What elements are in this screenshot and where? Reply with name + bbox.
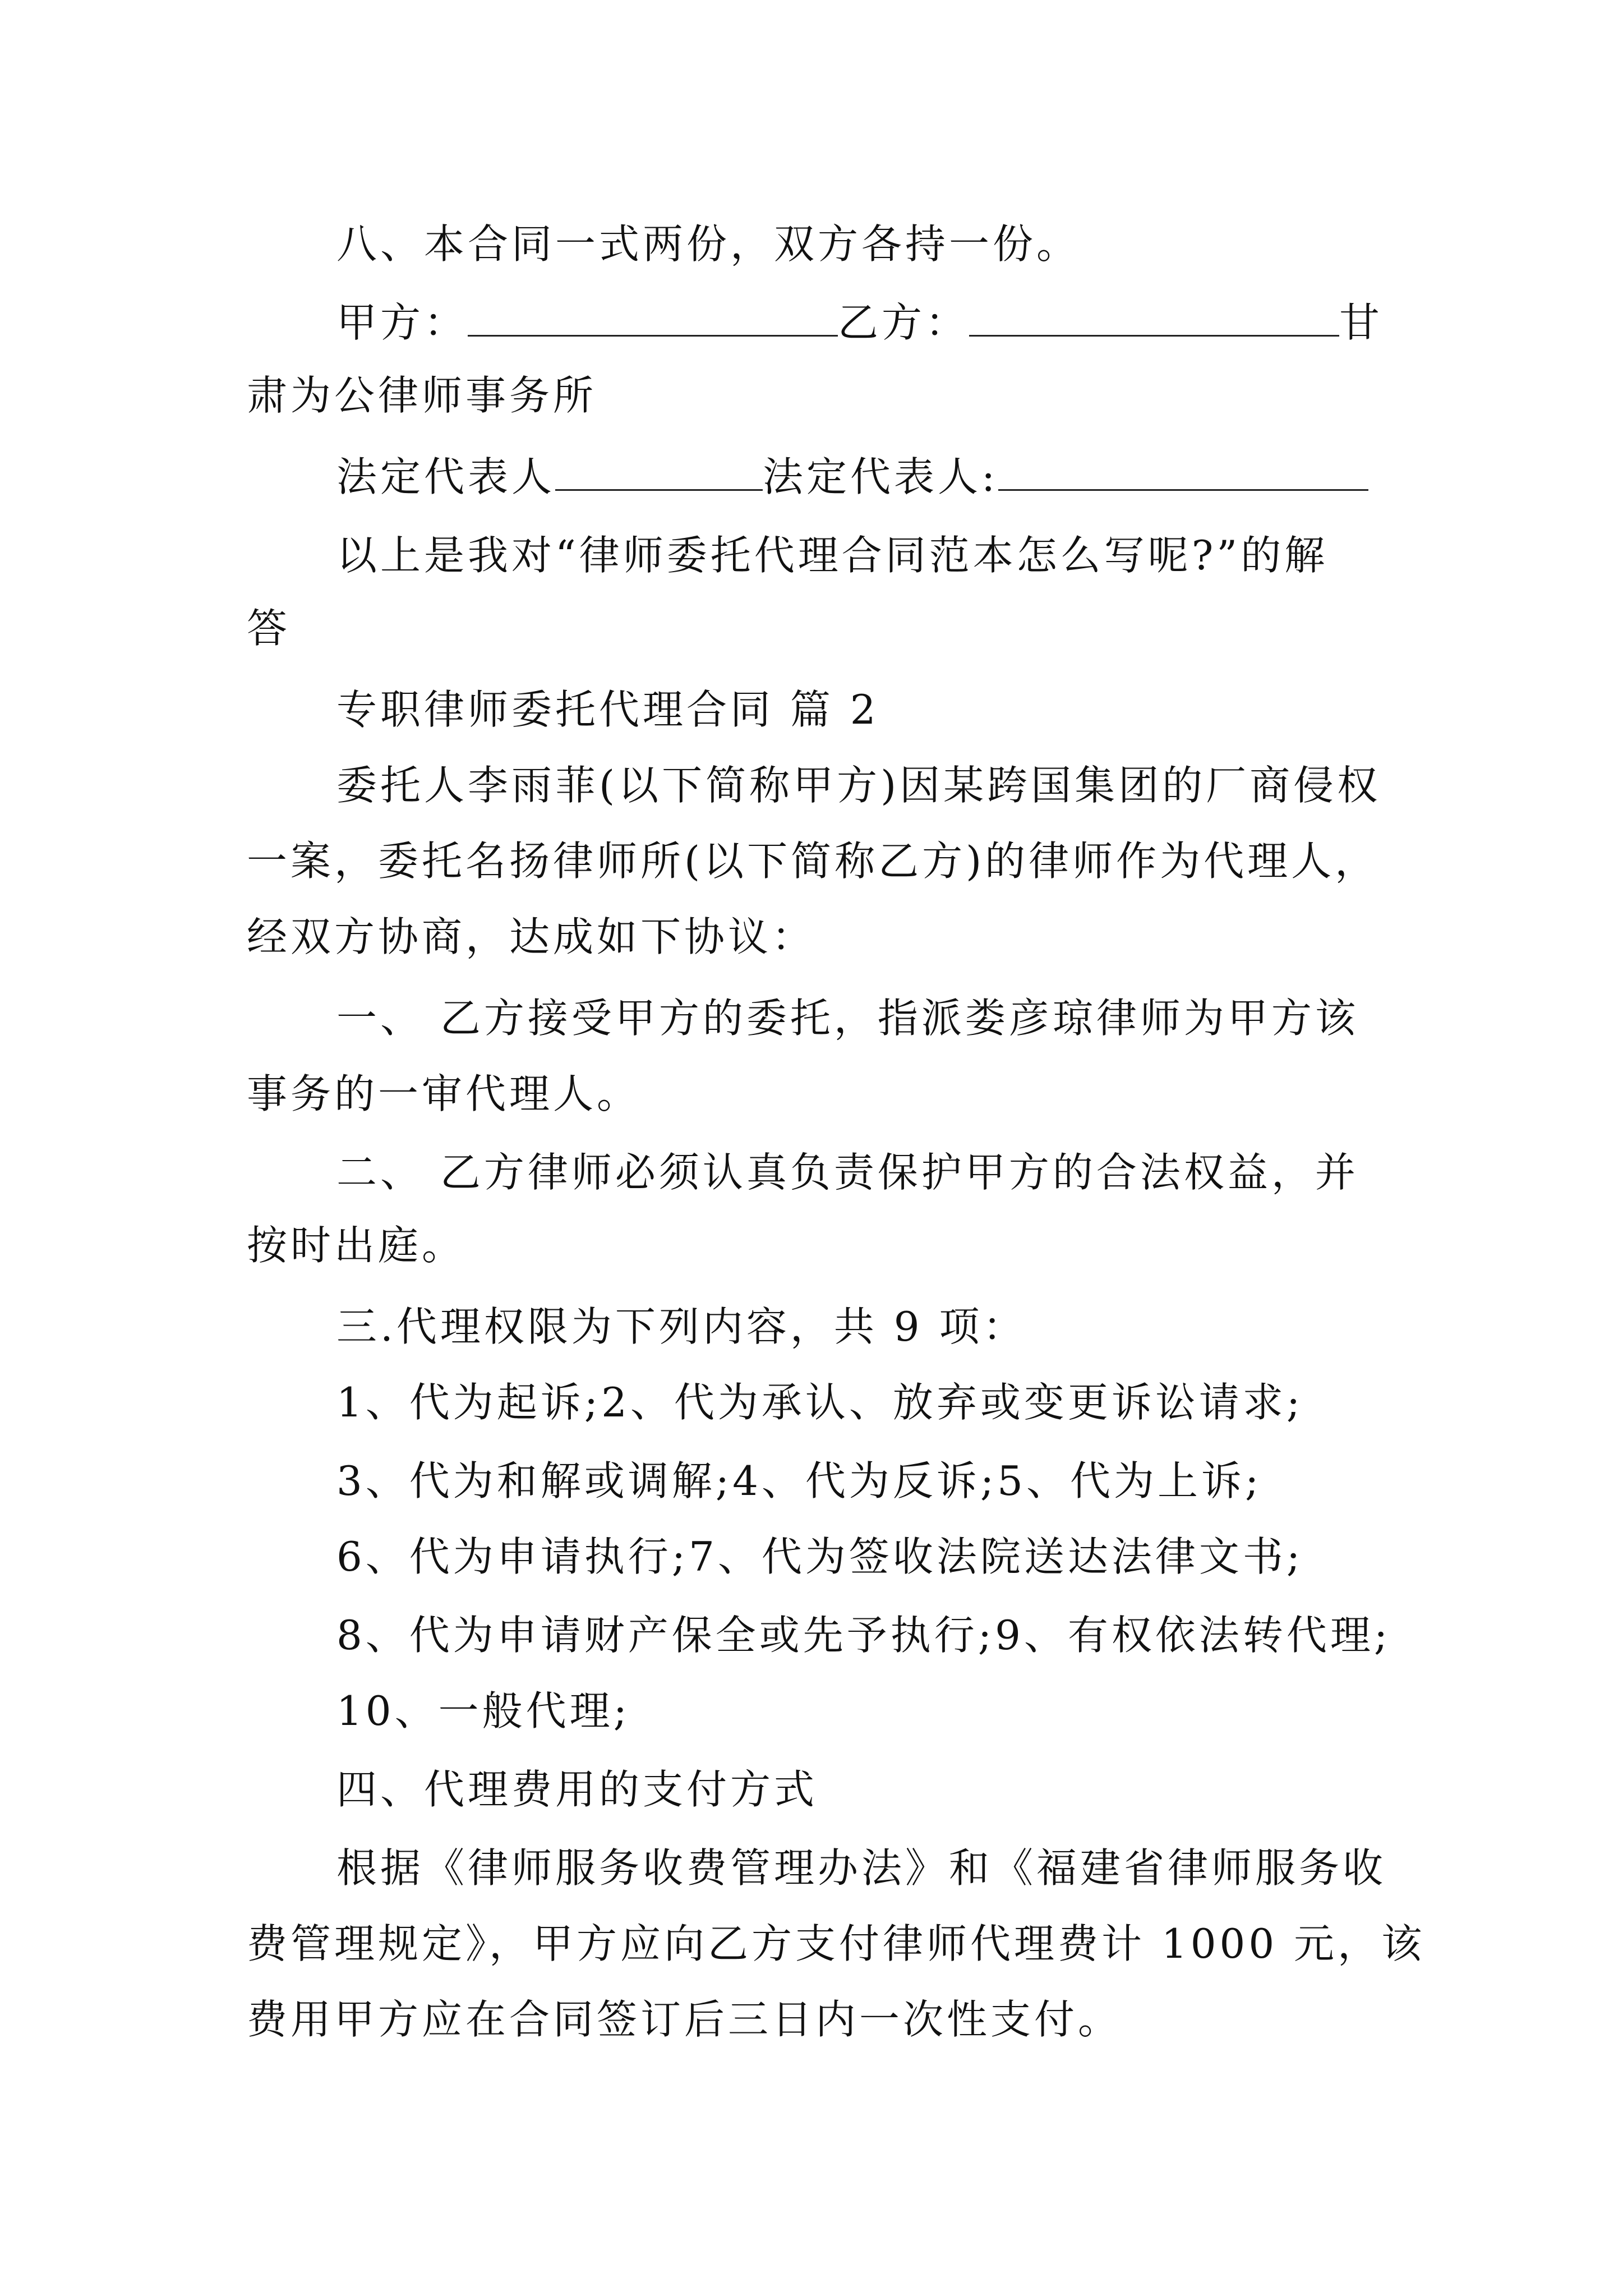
party-a-label: 甲方： <box>336 299 468 346</box>
paragraph-line: 一案，委托名扬律师所(以下简称乙方)的律师作为代理人， <box>247 838 1379 885</box>
fee-paragraph-line: 费用甲方应在合同签订后三日内一次性支付。 <box>247 1996 1122 2043</box>
fee-paragraph-line: 费管理规定》，甲方应向乙方支付律师代理费计 1000 元，该 <box>247 1920 1426 1967</box>
clause-4-heading: 四、代理费用的支付方式 <box>336 1766 818 1813</box>
legal-rep-b-label: 法定代表人: <box>763 453 999 500</box>
summary-line-cont: 答 <box>247 605 291 652</box>
authority-list-line: 1、代为起诉;2、代为承认、放弃或变更诉讼请求; <box>336 1379 1304 1426</box>
clause-8-line: 八、本合同一式两份，双方各持一份。 <box>336 220 1081 268</box>
legal-rep-a-label: 法定代表人 <box>336 453 556 500</box>
party-b-label: 乙方： <box>838 299 970 346</box>
summary-line: 以上是我对“律师委托代理合同范本怎么写呢?”的解 <box>336 532 1329 579</box>
section-heading: 专职律师委托代理合同 篇 2 <box>336 686 879 733</box>
legal-rep-line <box>336 449 1391 505</box>
party-b-name-cont: 肃为公律师事务所 <box>247 372 597 419</box>
paragraph-line: 经双方协商，达成如下协议： <box>247 913 816 960</box>
clause-3-line: 三.代理权限为下列内容，共 9 项： <box>336 1303 1027 1350</box>
paragraph-line: 委托人李雨菲(以下简称甲方)因某跨国集团的厂商侵权 <box>336 762 1381 809</box>
clause-1-line: 一、 乙方接受甲方的委托，指派娄彦琼律师为甲方该 <box>336 995 1359 1042</box>
authority-list-line: 6、代为申请执行;7、代为签收法院送达法律文书; <box>336 1533 1304 1580</box>
clause-2-line-cont: 按时出庭。 <box>247 1222 466 1269</box>
authority-list-line: 8、代为申请财产保全或先予执行;9、有权依法转代理; <box>336 1612 1391 1659</box>
authority-list-line: 10、一般代理; <box>336 1687 630 1734</box>
legal-rep-a-blank <box>555 455 763 491</box>
party-b-blank <box>969 301 1339 337</box>
legal-rep-b-blank <box>998 455 1368 491</box>
signature-party-line <box>336 295 1391 351</box>
authority-list-line: 3、代为和解或调解;4、代为反诉;5、代为上诉; <box>336 1457 1262 1504</box>
fee-paragraph-line: 根据《律师服务收费管理办法》和《福建省律师服务收 <box>336 1844 1387 1892</box>
party-b-name-start: 甘 <box>1339 299 1384 346</box>
clause-1-line-cont: 事务的一审代理人。 <box>247 1070 641 1117</box>
clause-2-line: 二、 乙方律师必须认真负责保护甲方的合法权益，并 <box>336 1149 1359 1196</box>
party-a-blank <box>468 301 838 337</box>
